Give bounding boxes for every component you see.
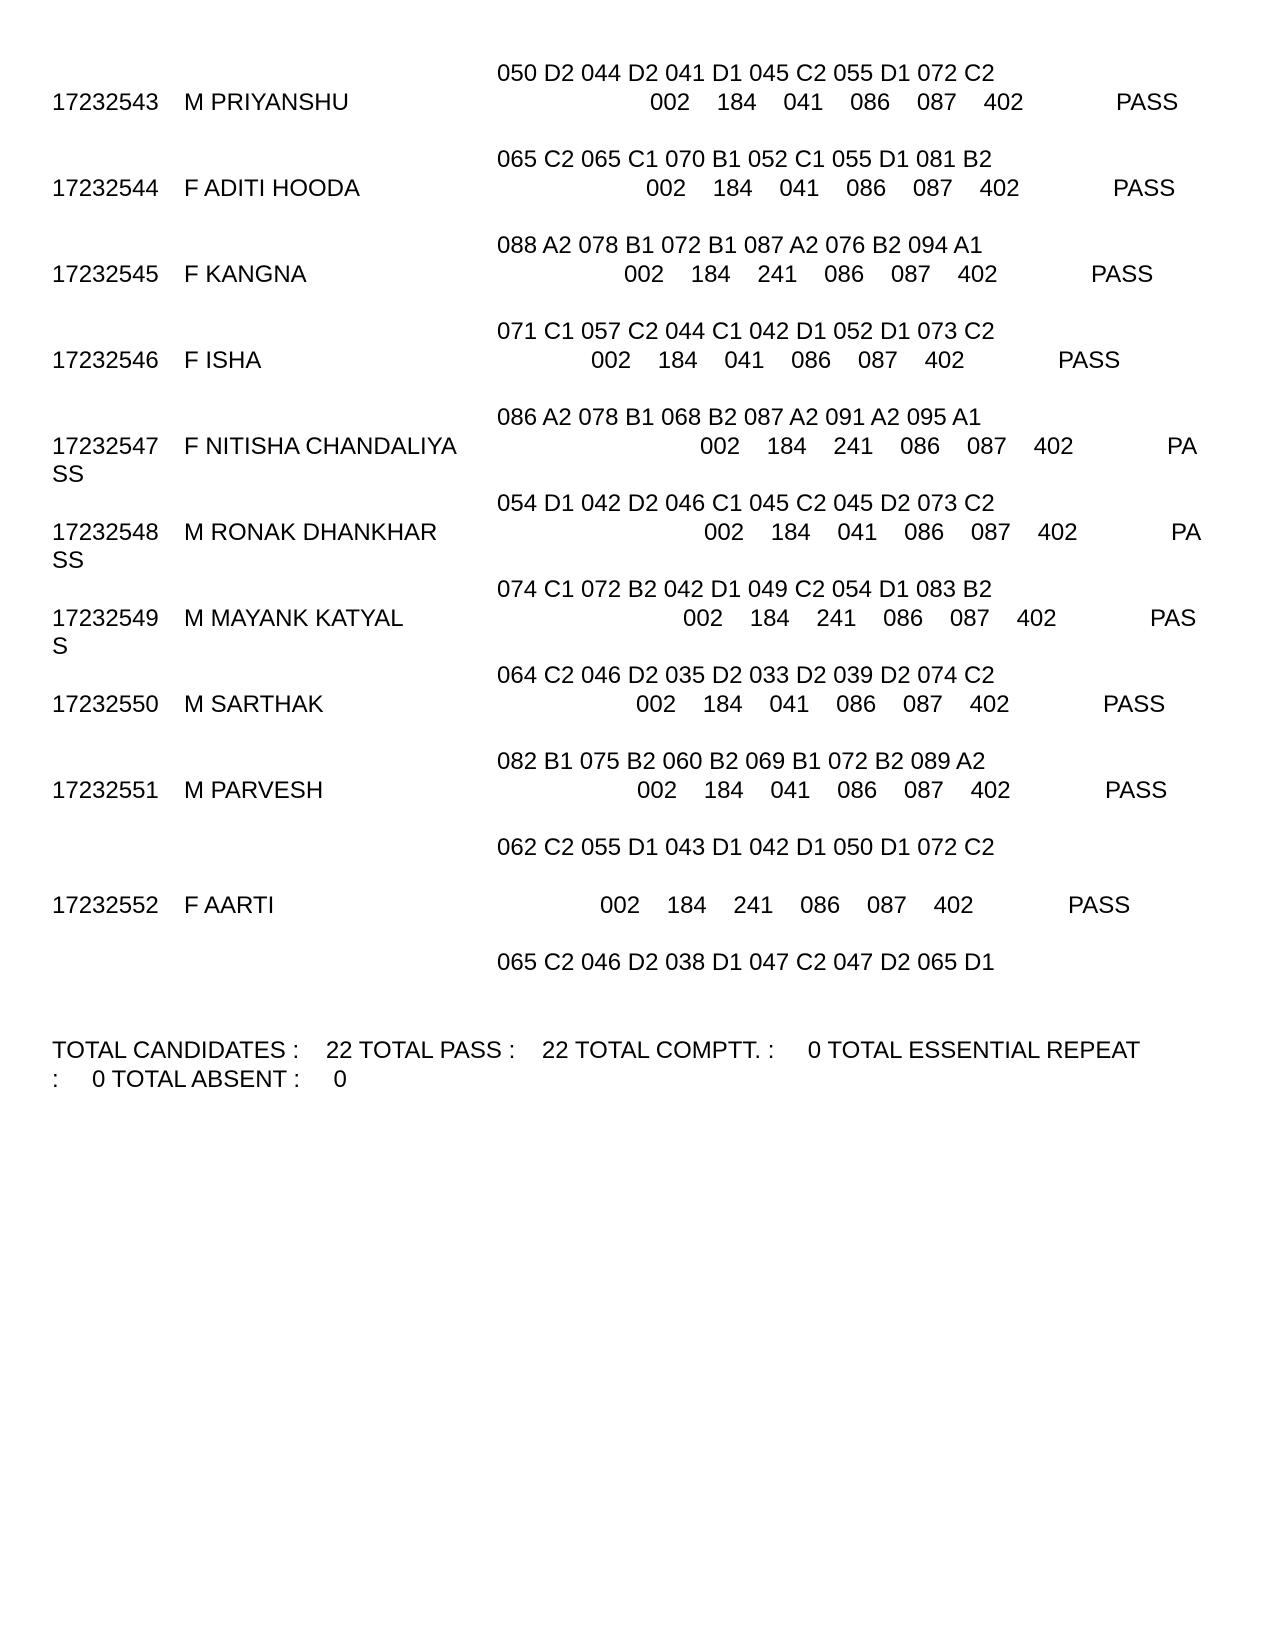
totals-summary: TOTAL CANDIDATES : 22 TOTAL PASS : 22 TOTAL COMPTT. : 0 TOTAL ESSENTIAL REPEAT xyxy=(52,1037,1141,1064)
subject-codes: 002 184 241 086 087 402 xyxy=(700,433,1074,460)
result-status: PASS xyxy=(1058,347,1121,374)
result-status: PA xyxy=(1171,519,1202,546)
roll-number: 17232544 xyxy=(52,175,159,202)
candidate-name: F ISHA xyxy=(184,347,262,374)
grades-line: 062 C2 055 D1 043 D1 042 D1 050 D1 072 C2 xyxy=(497,834,995,861)
subject-codes: 002 184 241 086 087 402 xyxy=(624,261,998,288)
candidate-name: F AARTI xyxy=(184,892,275,919)
result-status: PASS xyxy=(1091,261,1154,288)
result-status-wrap: SS xyxy=(52,547,85,574)
candidate-name: M SARTHAK xyxy=(184,691,324,718)
grades-line: 071 C1 057 C2 044 C1 042 D1 052 D1 073 C2 xyxy=(497,318,995,345)
subject-codes: 002 184 041 086 087 402 xyxy=(591,347,965,374)
subject-codes: 002 184 241 086 087 402 xyxy=(600,892,974,919)
roll-number: 17232546 xyxy=(52,347,159,374)
grades-line: 065 C2 046 D2 038 D1 047 C2 047 D2 065 D1 xyxy=(497,949,995,976)
candidate-name: F KANGNA xyxy=(184,261,307,288)
roll-number: 17232549 xyxy=(52,605,159,632)
roll-number: 17232545 xyxy=(52,261,159,288)
totals-summary-continued: : 0 TOTAL ABSENT : 0 xyxy=(52,1066,347,1093)
subject-codes: 002 184 041 086 087 402 xyxy=(636,691,1010,718)
result-status: PASS xyxy=(1068,892,1131,919)
result-status-wrap: S xyxy=(52,633,69,660)
subject-codes: 002 184 041 086 087 402 xyxy=(704,519,1078,546)
grades-line: 082 B1 075 B2 060 B2 069 B1 072 B2 089 A2 xyxy=(497,748,986,775)
result-status: PASS xyxy=(1113,175,1176,202)
result-status: PASS xyxy=(1116,89,1179,116)
result-status: PASS xyxy=(1105,777,1168,804)
candidate-name: F ADITI HOODA xyxy=(184,175,361,202)
grades-line: 074 C1 072 B2 042 D1 049 C2 054 D1 083 B2 xyxy=(497,576,993,603)
subject-codes: 002 184 041 086 087 402 xyxy=(637,777,1011,804)
candidate-name: M RONAK DHANKHAR xyxy=(184,519,438,546)
grades-line: 086 A2 078 B1 068 B2 087 A2 091 A2 095 A1 xyxy=(497,404,982,431)
grades-line: 064 C2 046 D2 035 D2 033 D2 039 D2 074 C2 xyxy=(497,662,995,689)
grades-line: 088 A2 078 B1 072 B1 087 A2 076 B2 094 A1 xyxy=(497,232,983,259)
grades-line: 065 C2 065 C1 070 B1 052 C1 055 D1 081 B2 xyxy=(497,146,993,173)
roll-number: 17232550 xyxy=(52,691,159,718)
grades-line: 054 D1 042 D2 046 C1 045 C2 045 D2 073 C2 xyxy=(497,490,995,517)
roll-number: 17232548 xyxy=(52,519,159,546)
candidate-name: M PARVESH xyxy=(184,777,324,804)
grades-line: 050 D2 044 D2 041 D1 045 C2 055 D1 072 C2 xyxy=(497,60,995,87)
result-status: PA xyxy=(1167,433,1198,460)
result-status-wrap: SS xyxy=(52,461,85,488)
result-status: PASS xyxy=(1103,691,1166,718)
candidate-name: M MAYANK KATYAL xyxy=(184,605,404,632)
candidate-name: M PRIYANSHU xyxy=(184,89,349,116)
roll-number: 17232551 xyxy=(52,777,159,804)
subject-codes: 002 184 241 086 087 402 xyxy=(683,605,1057,632)
subject-codes: 002 184 041 086 087 402 xyxy=(646,175,1020,202)
result-status: PAS xyxy=(1150,605,1197,632)
candidate-name: F NITISHA CHANDALIYA xyxy=(184,433,457,460)
roll-number: 17232543 xyxy=(52,89,159,116)
roll-number: 17232547 xyxy=(52,433,159,460)
subject-codes: 002 184 041 086 087 402 xyxy=(650,89,1024,116)
roll-number: 17232552 xyxy=(52,892,159,919)
